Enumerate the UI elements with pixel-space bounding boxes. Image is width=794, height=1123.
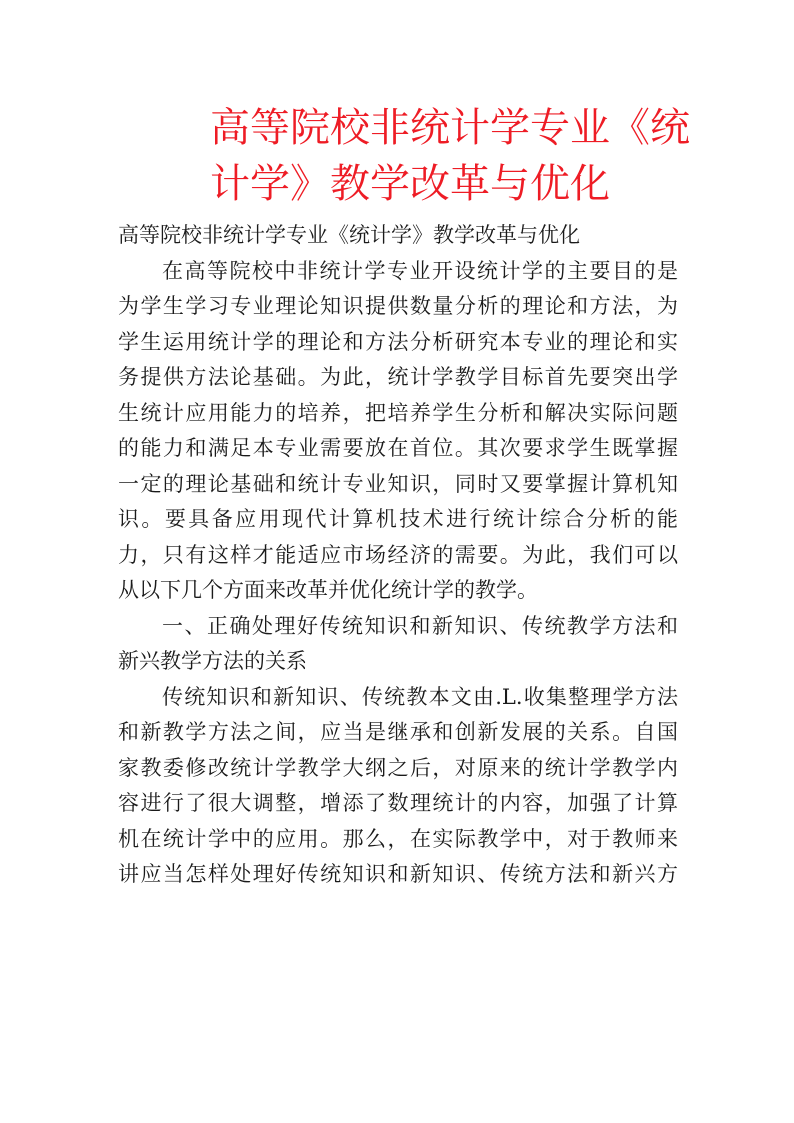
paragraph-1-line-10: 从以下几个方面来改革并优化统计学的教学。 xyxy=(118,578,538,602)
paragraph-3-line-2: 和新教学方法之间，应当是继承和创新发展的关系。自国 xyxy=(118,720,678,744)
paragraph-3-line-1: 传统知识和新知识、传统教本文由.L.收集整理学方法 xyxy=(162,684,678,709)
paragraph-3-line-3: 家教委修改统计学教学大纲之后，对原来的统计学教学内 xyxy=(118,755,678,780)
title-line-2: 计学》教学改革与优化 xyxy=(210,161,610,207)
paragraph-1-line-2: 为学生学习专业理论知识提供数量分析的理论和方法，为 xyxy=(118,294,678,318)
document-title xyxy=(210,100,690,212)
title-line-1: 高等院校非统计学专业《统 xyxy=(210,105,690,151)
paragraph-1-line-7: 一定的理论基础和统计专业知识，同时又要掌握计算机知 xyxy=(118,471,678,496)
paragraph-1-line-8: 识。要具备应用现代计算机技术进行统计综合分析的能 xyxy=(118,507,678,531)
paragraph-1-line-4: 务提供方法论基础。为此，统计学教学目标首先要突出学 xyxy=(118,365,678,389)
paragraph-1-line-9: 力，只有这样才能适应市场经济的需要。为此，我们可以 xyxy=(118,542,678,567)
paragraph-3-line-5: 机在统计学中的应用。那么，在实际教学中，对于教师来 xyxy=(118,826,678,851)
document-body xyxy=(118,218,678,893)
paragraph-1-line-6: 的能力和满足本专业需要放在首位。其次要求学生既掌握 xyxy=(118,436,678,460)
subtitle: 高等院校非统计学专业《统计学》教学改革与优化 xyxy=(118,223,580,247)
section-heading-line-2: 新兴教学方法的关系 xyxy=(118,649,307,673)
paragraph-1-line-1: 在高等院校中非统计学专业开设统计学的主要目的是 xyxy=(162,258,678,283)
paragraph-3-line-4: 容进行了很大调整，增添了数理统计的内容，加强了计算 xyxy=(118,791,678,815)
paragraph-1-line-3: 学生运用统计学的理论和方法分析研究本专业的理论和实 xyxy=(118,329,678,354)
section-heading-line-1: 一、正确处理好传统知识和新知识、传统教学方法和 xyxy=(162,613,678,638)
paragraph-3-line-6: 讲应当怎样处理好传统知识和新知识、传统方法和新兴方 xyxy=(118,862,678,886)
paragraph-1-line-5: 生统计应用能力的培养，把培养学生分析和解决实际问题 xyxy=(118,400,678,425)
